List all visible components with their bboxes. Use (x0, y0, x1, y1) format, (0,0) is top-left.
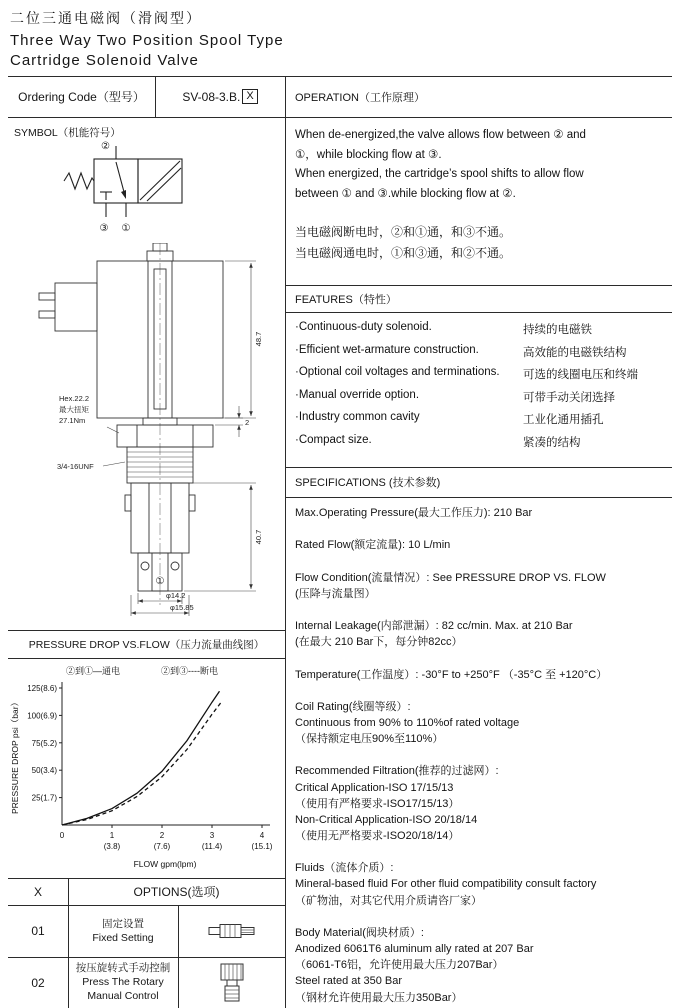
feature-text-zh: 可选的线圈电压和终端 (523, 369, 638, 381)
svg-text:(11.4): (11.4) (201, 842, 223, 851)
svg-text:②到①—通电: ②到①—通电 (66, 666, 121, 676)
spec-line: (在最大 210 Bar下，每分钟82cc） (295, 636, 463, 649)
option-01-label (68, 905, 178, 957)
operation-en-line: between ① and ③.while blocking flow at ②. (295, 187, 516, 200)
feature-item (295, 321, 672, 344)
svg-text:②到③----断电: ②到③----断电 (161, 666, 218, 676)
pressure-chart-plot (27, 665, 273, 851)
spec-line (295, 553, 675, 569)
svg-text:25(1.7): 25(1.7) (31, 793, 57, 803)
specifications-section-title: SPECIFICATIONS (技术参数) (295, 477, 441, 489)
options-header-x: X (33, 884, 42, 899)
symbol-section-title: SYMBOL（机能符号） (14, 127, 121, 139)
svg-text:50(3.4): 50(3.4) (31, 766, 57, 776)
spec-line: Internal Leakage(内部泄漏）: 82 cc/min. Max. at 210 Bar (295, 620, 573, 633)
pressure-chart-title: PRESSURE DROP VS.FLOW（压力流量曲线图） (28, 638, 265, 651)
spec-line: Temperature(工作温度）: -30°F to +250°F （-35°C 至 +120°C） (295, 668, 608, 681)
option-02-code: 02 (31, 975, 45, 990)
option-01-code: 01 (31, 924, 45, 938)
operation-en-line: ①，while blocking flow at ③. (295, 148, 442, 161)
valve-symbol-shapes (64, 146, 182, 217)
feature-text-zh: 持续的电磁铁 (523, 324, 592, 336)
svg-text:4: 4 (259, 831, 265, 840)
feature-text-en: ·Continuous-duty solenoid. (295, 321, 432, 333)
dim-dia2-label: φ15.85 (170, 603, 194, 612)
divider-specs-bottom (285, 497, 672, 498)
spec-line: （钢材允许使用最大压力350Bar） (295, 991, 463, 1004)
spec-line: Recommended Filtration(推荐的过滤网）: (295, 765, 499, 778)
option-02-en: Press The Rotary (82, 976, 164, 988)
feature-item (295, 389, 672, 412)
spec-line: Rated Flow(额定流量): 10 L/min (295, 539, 451, 552)
spec-line: （使用有严格要求-ISO17/15/13） (295, 797, 460, 810)
spec-line (295, 521, 675, 537)
operation-text-zh (295, 222, 672, 264)
drawing-port-1-label: ① (155, 576, 165, 587)
features-section-title: FEATURES（特性） (295, 294, 397, 306)
spec-line: Max.Operating Pressure(最大工作压力): 210 Bar (295, 507, 533, 519)
option-01-zh: 固定设置 (102, 917, 144, 930)
feature-text-zh: 高效能的电磁铁结构 (523, 346, 627, 359)
svg-text:75(5.2): 75(5.2) (31, 738, 57, 748)
spec-line (295, 683, 675, 699)
rotary-knob-icon (218, 963, 246, 1003)
feature-text-en: ·Efficient wet-armature construction. (295, 343, 479, 356)
feature-item (295, 366, 672, 389)
operation-zh-line: 当电磁阀断电时，②和①通，和③不通。 (295, 225, 512, 239)
svg-text:(3.8): (3.8) (103, 842, 121, 851)
operation-en-line: When energized, the cartridge’s spool shifts to allow flow (295, 168, 584, 180)
spec-line: Continuous from 90% to 110%of rated voltage (295, 716, 520, 729)
dim-step-label: 2 (245, 418, 250, 427)
svg-text:(15.1): (15.1) (251, 842, 273, 851)
spec-line: Body Material(阀块材质）: (295, 926, 424, 939)
spec-line: （使用无严格要求-ISO20/18/14） (295, 830, 460, 843)
spec-line: （保持额定电压90%至110%） (295, 733, 444, 746)
ordering-code-variable-box: X (242, 89, 257, 104)
dim-dia1-label: φ14.2 (166, 591, 186, 600)
pressure-drop-chart (8, 660, 285, 876)
divider-features-bottom (285, 312, 672, 313)
spec-line (295, 650, 675, 666)
option-01-en: Fixed Setting (92, 931, 154, 944)
spec-line (295, 844, 675, 860)
operation-en-line: When de-energized,the valve allows flow between ② and (295, 129, 586, 141)
valve-symbol-diagram (52, 134, 237, 239)
specifications-lines (295, 505, 675, 1006)
feature-text-en: ·Compact size. (295, 433, 372, 446)
divider-columns (285, 76, 286, 1008)
valve-drawing-shapes (39, 243, 256, 616)
dim-body-length-label: 40.7 (254, 529, 263, 545)
feature-text-en: ·Optional coil voltages and terminations. (295, 366, 500, 378)
feature-text-zh: 工业化通用插孔 (523, 414, 604, 426)
feature-item (295, 344, 672, 367)
svg-text:100(6.9): 100(6.9) (27, 711, 57, 721)
svg-text:1: 1 (109, 831, 115, 840)
fixed-setting-icon (208, 923, 256, 939)
spec-line (295, 602, 675, 618)
page-title-en-line2: Cartridge Solenoid Valve (10, 52, 199, 69)
spec-line: Steel rated at 350 Bar (295, 975, 403, 988)
feature-text-zh: 紧凑的结构 (523, 436, 581, 449)
ordering-code-value (155, 76, 285, 117)
spec-line: Anodized 6061T6 aluminum ally rated at 207 Bar (295, 943, 534, 956)
feature-item (295, 434, 672, 457)
operation-zh-line: 当电磁阀通电时，①和③通，和②不通。 (295, 246, 512, 260)
feature-text-en: ·Manual override option. (295, 388, 420, 401)
features-list (295, 321, 672, 456)
spec-line: Non-Critical Application-ISO 20/18/14 (295, 813, 478, 826)
spec-line: Critical Application-ISO 17/15/13 (295, 781, 454, 794)
svg-text:0: 0 (59, 831, 65, 840)
feature-text-zh: 可带手动关闭选择 (523, 391, 615, 404)
divider-features-top (285, 285, 672, 286)
svg-text:125(8.6): 125(8.6) (27, 684, 57, 693)
spec-line: Mineral-based fluid For other fluid compatibility consult factory (295, 878, 597, 891)
chart-x-axis-title: FLOW gpm(lpm) (133, 859, 197, 869)
symbol-port-1-label: ① (121, 223, 131, 234)
page-title-en-line1: Three Way Two Position Spool Type (10, 32, 284, 49)
spec-line: Fluids（流体介质）: (295, 862, 394, 875)
divider-row1 (8, 117, 672, 118)
hex-label-line2: 最大扭矩 (59, 405, 89, 414)
page-title-zh: 二位三通电磁阀（滑阀型） (10, 10, 202, 26)
valve-cross-section-drawing (25, 243, 275, 628)
ordering-code-label: Ordering Code（型号） (18, 90, 145, 104)
option-02-icon-cell (178, 957, 285, 1008)
options-header-title: OPTIONS(选项) (133, 885, 220, 899)
operation-text-en (295, 126, 672, 204)
hex-label-line3: 27.1Nm (59, 416, 86, 425)
option-02-label (68, 957, 178, 1008)
symbol-port-3-label: ③ (99, 223, 109, 234)
option-02-en2: Manual Control (87, 990, 159, 1002)
symbol-port-2-label: ② (101, 141, 110, 152)
spec-line: (压降与流量图） (295, 587, 376, 600)
ordering-code-text: SV-08-3.B. (182, 89, 241, 104)
option-01-icon-cell (178, 905, 285, 957)
chart-y-axis-title: PRESSURE DROP psi（bar） (10, 697, 20, 815)
hex-label-line1: Hex.22.2 (59, 394, 90, 403)
divider-specs-top (285, 467, 672, 468)
operation-section-title: OPERATION（工作原理） (295, 91, 425, 104)
thread-label: 3/4-16UNF (57, 462, 94, 471)
svg-text:3: 3 (209, 831, 215, 840)
option-02-zh: 按压旋转式手动控制 (75, 962, 171, 974)
svg-text:2: 2 (159, 831, 165, 840)
spec-line: （6061-T6铝，允许使用最大压力207Bar） (295, 959, 504, 972)
dim-coil-height-label: 48.7 (254, 331, 263, 347)
svg-text:(7.6): (7.6) (153, 842, 171, 851)
divider-chart-title-bottom (8, 658, 285, 659)
spec-line (295, 909, 675, 925)
spec-line (295, 747, 675, 763)
spec-line: Coil Rating(线圈等级）: (295, 700, 411, 713)
feature-text-en: ·Industry common cavity (295, 411, 420, 423)
spec-line: Flow Condition(流量情况）: See PRESSURE DROP VS. FLOW (295, 571, 606, 584)
feature-item (295, 411, 672, 434)
spec-line: （矿物油，对其它代用介质请咨厂家） (295, 894, 482, 907)
